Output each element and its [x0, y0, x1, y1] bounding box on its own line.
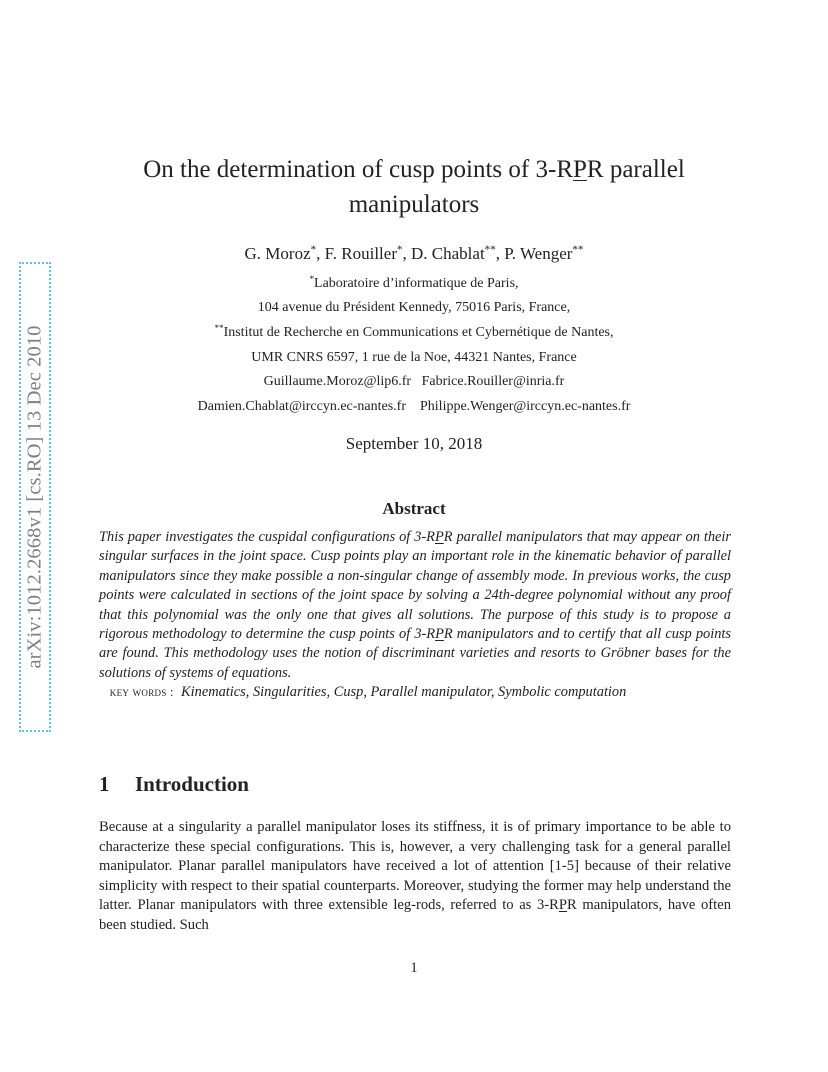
affiliation-mark: *: [309, 274, 315, 284]
affiliation-line: [80, 300, 748, 316]
keywords-text: Kinematics, Singularities, Cusp, Parallel manipulator, Symbolic computation: [181, 684, 627, 701]
affiliation-line: [80, 350, 748, 366]
email-address[interactable]: Fabrice.Rouiller@inria.fr: [421, 374, 565, 389]
affiliation-text: 104 avenue du Président Kennedy, 75016 Paris, France,: [257, 300, 571, 315]
intro-part: Because at a singularity a parallel manipulator loses its stiffness, it is of primary importance to be able to characterize these special configurations. This is, however, a very challenging task for a general parallel manipulator. Planar parallel manipulators have received a lot of attention [1-5] because of their relative simplicity with respect to their spatial counterparts. Moreover, studying the former may help understand the latter. Planar manipulators with three extensible leg-rods, referred to as 3-R: [99, 819, 731, 913]
section-number: 1: [99, 772, 110, 796]
author-separator: ,: [402, 244, 412, 263]
section-heading: [99, 772, 249, 797]
affiliation-text: Laboratoire d’informatique de Paris,: [314, 276, 519, 291]
paper-title: [80, 152, 748, 222]
author-mark: *: [396, 243, 403, 256]
author-name: D. Chablat: [411, 244, 485, 263]
introduction-paragraph: [99, 818, 731, 935]
email-address[interactable]: Guillaume.Moroz@lip6.fr: [263, 374, 412, 389]
email-address[interactable]: Damien.Chablat@irccyn.ec-nantes.fr: [197, 399, 406, 414]
affiliation-text: UMR CNRS 6597, 1 rue de la Noe, 44321 Nantes, France: [251, 350, 577, 365]
author-name: G. Moroz: [244, 244, 311, 263]
section-title: Introduction: [135, 772, 249, 796]
email-line: [80, 399, 748, 415]
author-mark: **: [572, 243, 584, 256]
abstract-part: R parallel manipulators that may appear on their singular surfaces in the joint space. Cusp points play an important role in the kinematic behavior of parallel manipulators since they make possible a non-singular change of assembly mode. In previous works, the cusp points were calculated in sections of the joint space by solving a 24th-degree polynomial without any proof that this polynomial was the only one that gives all solutions. The purpose of this study is to propose a rigorous methodology to determine the cusp points of 3-R: [99, 529, 731, 643]
email-address[interactable]: Philippe.Wenger@irccyn.ec-nantes.fr: [420, 399, 631, 414]
abstract-underlined-letter: P: [434, 529, 444, 545]
abstract-part: This paper investigates the cuspidal configurations of 3-R: [99, 529, 435, 545]
author-list: [80, 244, 748, 264]
email-line: [80, 374, 748, 390]
title-part: On the determination of cusp points of 3-R: [143, 156, 573, 183]
title-underlined-letter: P: [573, 156, 587, 183]
author-separator: ,: [316, 244, 325, 263]
arxiv-identifier: arXiv:1012.2668v1 [cs.RO] 13 Dec 2010: [23, 325, 46, 669]
affiliation-line: [80, 325, 748, 341]
affiliation-mark: **: [214, 323, 224, 333]
affiliation-line: [80, 276, 748, 292]
author-separator: ,: [495, 244, 505, 263]
author-name: P. Wenger: [504, 244, 573, 263]
author-mark: **: [484, 243, 496, 256]
affiliation-text: Institut de Recherche en Communications et Cybernétique de Nantes,: [223, 325, 614, 340]
title-part: R parallel: [586, 156, 685, 183]
abstract-text: [99, 528, 731, 703]
abstract-part: R manipulators and to certify that all cusp points are found. This methodology uses the notion of discriminant varieties and resorts to Gröbner bases for the solutions of systems of equations.: [99, 626, 731, 681]
page-number: 1: [410, 960, 418, 976]
title-part: manipulators: [348, 191, 480, 218]
paper-date: September 10, 2018: [345, 434, 483, 453]
intro-underlined-letter: P: [558, 897, 567, 913]
abstract-heading: Abstract: [382, 499, 446, 518]
abstract-underlined-letter: P: [435, 626, 444, 643]
intro-part: R manipulators, have often been studied. Such: [99, 897, 731, 933]
author-name: F. Rouiller: [324, 244, 397, 263]
author-mark: *: [310, 243, 317, 256]
keywords-label: key words :: [109, 685, 174, 700]
